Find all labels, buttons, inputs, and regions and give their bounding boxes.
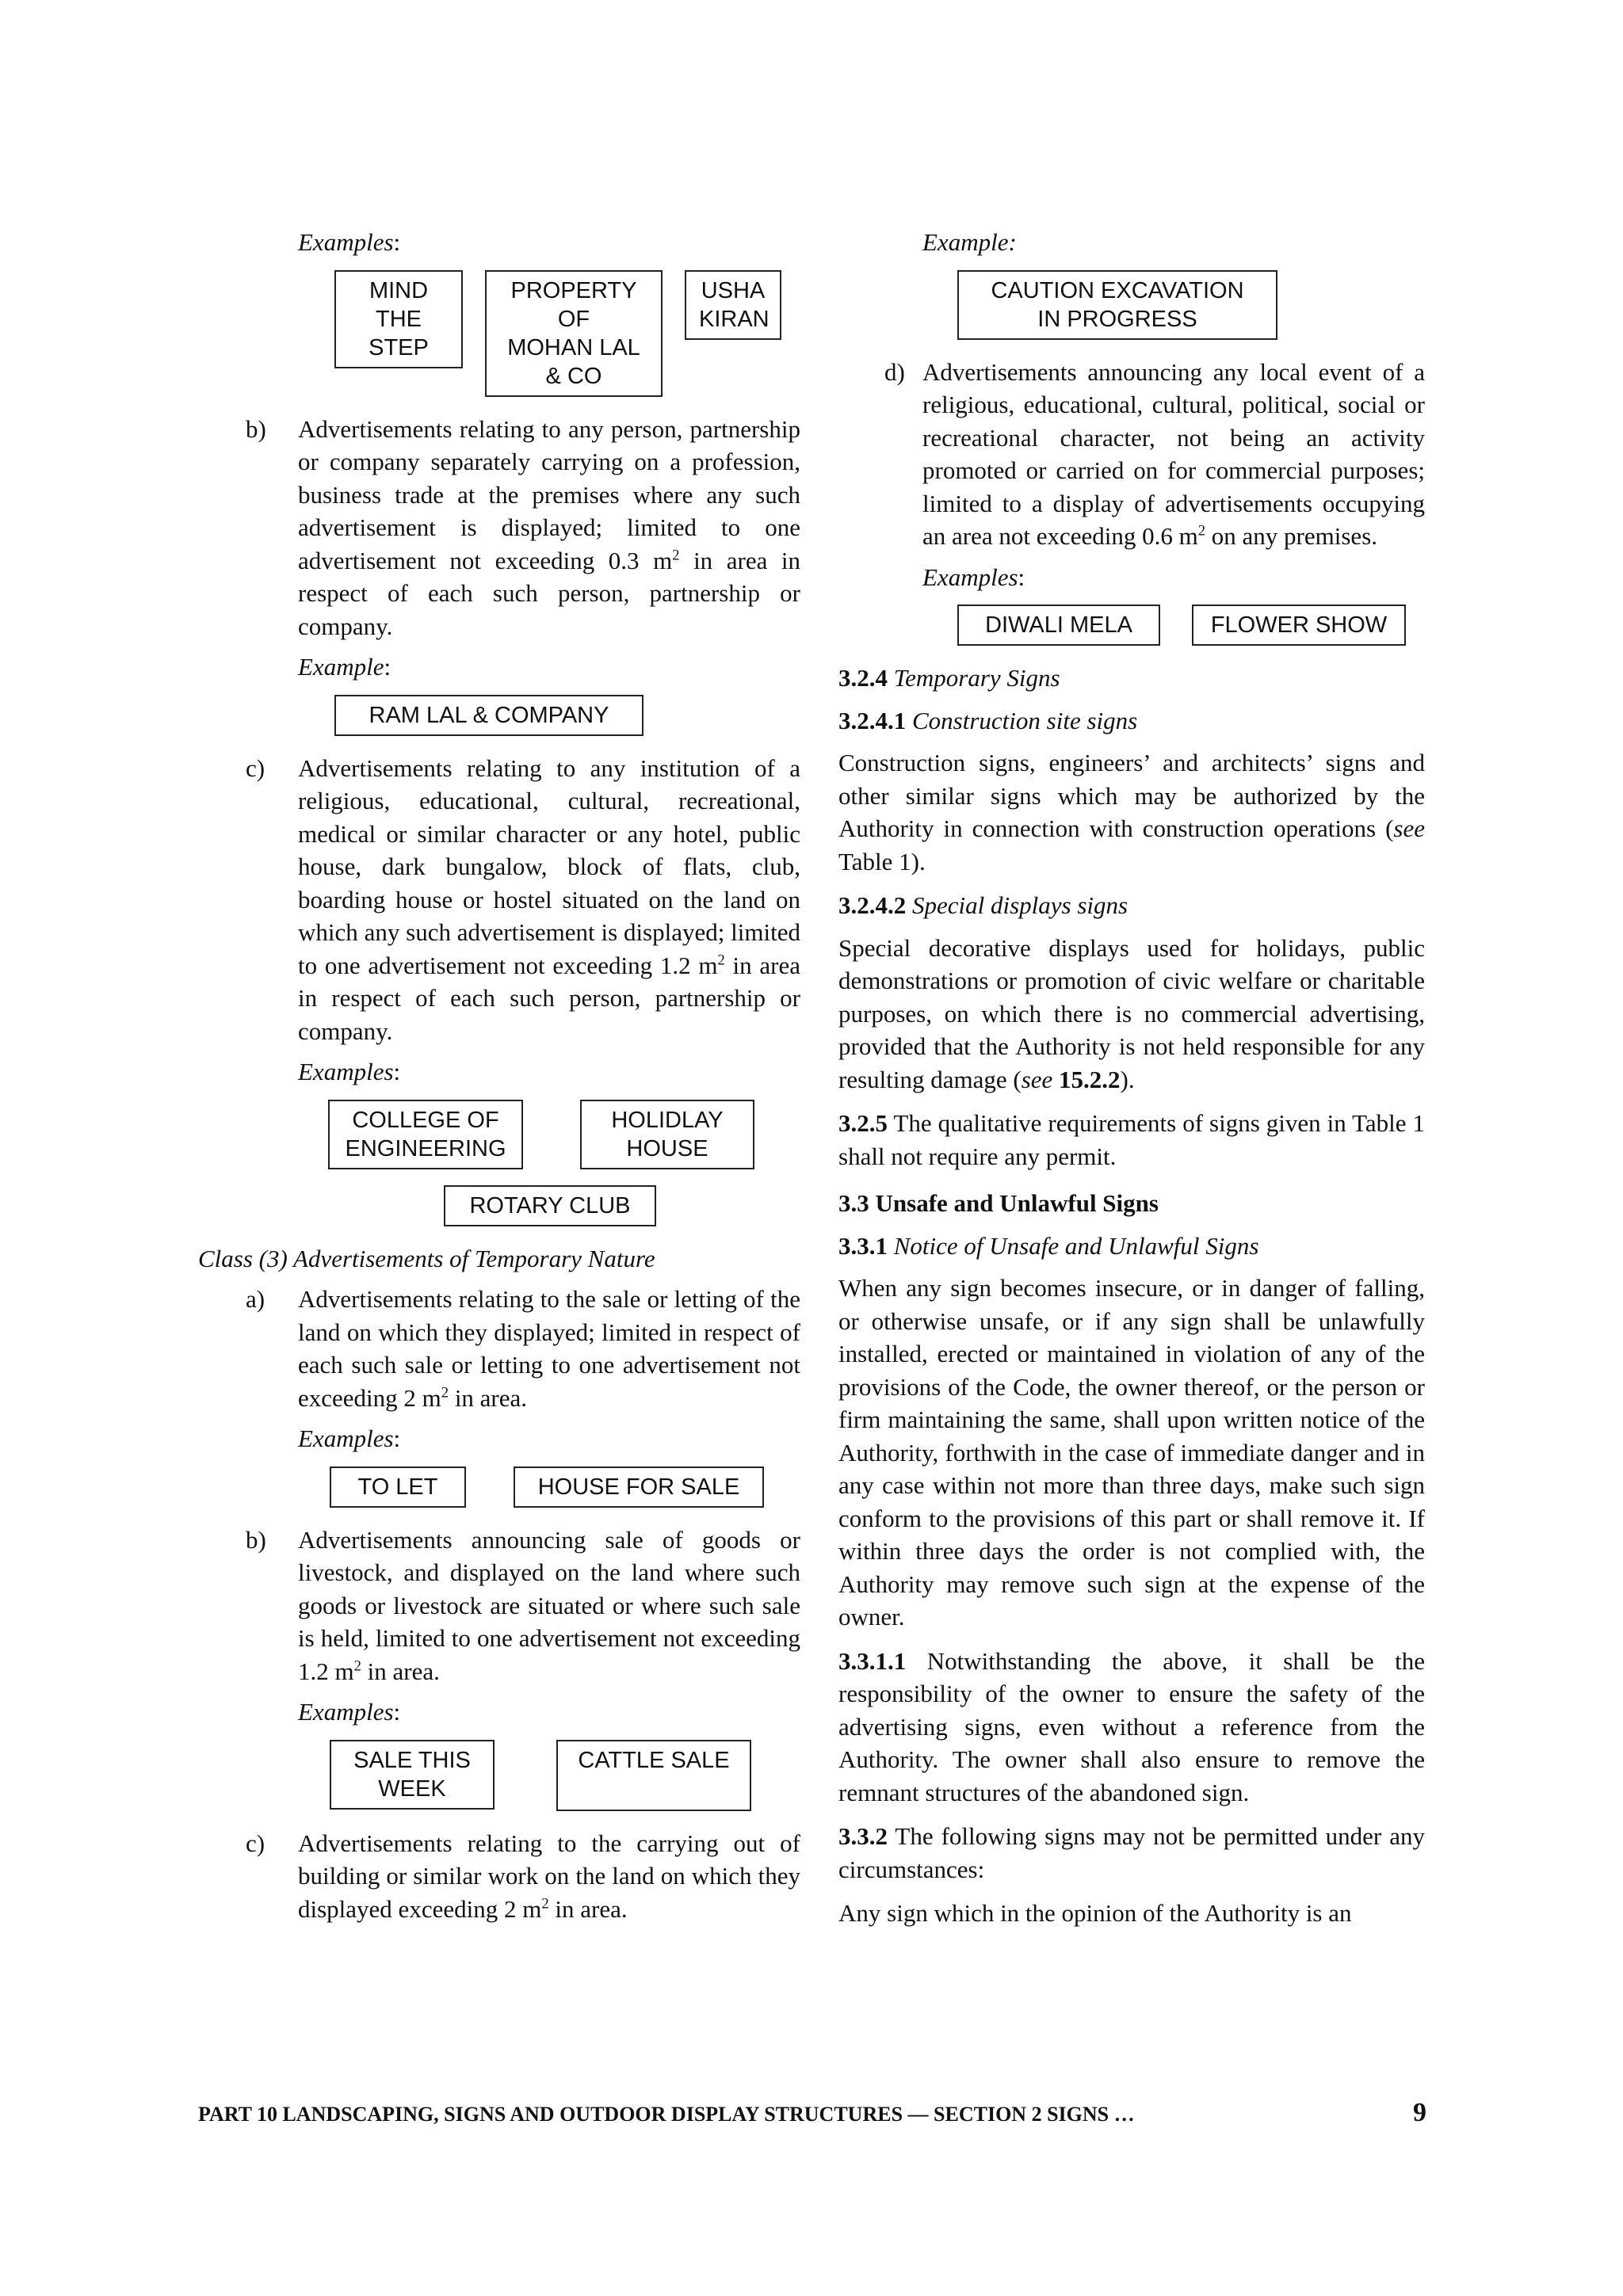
- section-3-3-1-text: When any sign becomes insecure, or in danger of falling, or otherwise unsafe, or if any sign shall be unlawfully installed, erected or maintained in violation of any of the provisions of the Code, the owner thereof, or the person or firm maintaining the same, shall upon written notice of the Authority, forthwith in the case of immediate danger and in any case within not more than three days, make such sign conform to the provisions of this part or shall remove it. If within three days the order is not complied with, the Authority may remove such sign at the expense of the owner.: [838, 1274, 1425, 1630]
- sign-row: [330, 1466, 800, 1508]
- section-3-2-4-2-heading: 3.2.4.2 Special displays signs: [838, 891, 1128, 919]
- section-3-2-5-text: 3.2.5 The qualitative requirements of signs given in Table 1 shall not require any permit.: [838, 1109, 1425, 1170]
- sign-rotary-club: ROTARY CLUB: [444, 1185, 656, 1226]
- sign-ram-lal-company: RAM LAL & COMPANY: [334, 695, 643, 736]
- list-item-3c: c) Advertisements relating to the carrying out of building or similar work on the land on which they displayed exceeding 2 $m^2$ in area.: [246, 1829, 800, 1923]
- sign-mind-the-step: MIND THE STEP: [334, 270, 463, 368]
- closing-text: Any sign which in the opinion of the Authority is an: [838, 1899, 1352, 1927]
- sign-flower-show: FLOWER SHOW: [1192, 605, 1406, 646]
- examples-label: Examples:: [298, 1698, 401, 1726]
- page-number: 9: [1413, 2098, 1426, 2127]
- sign-caution-excavation: CAUTION EXCAVATION IN PROGRESS: [957, 270, 1277, 340]
- sign-college-of-engineering: COLLEGE OF ENGINEERING: [328, 1100, 523, 1169]
- sign-diwali-mela: DIWALI MELA: [957, 605, 1160, 646]
- sign-row: [957, 605, 1425, 646]
- list-item-d: d) Advertisements announcing any local event of a religious, educational, cultural, political, social or recreational character, not being an activity promoted or carried on for commercial purposes; limited to a display of advertisements occupying an area not exceeding 0.6 $m^2$ on any premises.: [884, 357, 1425, 550]
- section-3-3-1-heading: 3.3.1 Notice of Unsafe and Unlawful Signs: [838, 1231, 1259, 1260]
- right-column: [838, 226, 1425, 1941]
- sign-to-let: TO LET: [330, 1466, 466, 1508]
- example-label: Example:: [298, 653, 391, 681]
- section-3-2-4-1-text: Construction signs, engineers’ and architects’ signs and other similar signs which may be authorized by the Authority in connection with construction operations (see Table 1).: [838, 749, 1425, 875]
- left-column: [198, 226, 800, 1933]
- sign-row: [328, 1100, 800, 1169]
- sign-row: [330, 1740, 800, 1811]
- page-footer: [198, 2098, 1426, 2128]
- list-item-c: c) Advertisements relating to any institution of a religious, educational, cultural, recreational, medical or similar character or any hotel, public house, dark bungalow, block of flats, club, boarding house or hostel situated on the land on which any such advertisement is displayed; limited to one advertisement not exceeding 1.2 $m^2$ in area in respect of each such person, partnership or company.: [246, 753, 801, 1045]
- sign-house-for-sale: HOUSE FOR SALE: [514, 1466, 764, 1508]
- examples-label: Examples:: [922, 563, 1025, 591]
- section-3-2-4-2-text: Special decorative displays used for holidays, public demonstrations or promotion of civic welfare or charitable purposes, on which there is no commercial advertising, provided that the Authority is not held responsible for any resulting damage (see 15.2.2).: [838, 933, 1425, 1093]
- sign-property-of-mohan-lal: PROPERTY OF MOHAN LAL & CO: [485, 270, 663, 397]
- list-item-b: b) Advertisements relating to any person, partnership or company separately carrying on a profession, business trade at the premises where any such advertisement is displayed; limited to one advertisement not exceeding 0.3 $m^2$ in area in respect of each such person, partnership or company.: [246, 414, 800, 640]
- sign-cattle-sale: CATTLE SALE: [556, 1740, 751, 1811]
- example-label: Example:: [922, 228, 1017, 256]
- section-3-3-1-1-text: 3.3.1.1 Notwithstanding the above, it shall be the responsibility of the owner to ensure the safety of the advertising signs, even without a reference from the Authority. The owner shall also ensure to remove the remnant structures of the abandoned sign.: [838, 1646, 1426, 1806]
- list-item-3a: a) Advertisements relating to the sale or letting of the land on which they displayed; limited in respect of each such sale or letting to one advertisement not exceeding 2 $m^2$ in area.: [246, 1285, 800, 1412]
- section-3-3-2-text: 3.3.2 The following signs may not be permitted under any circumstances:: [838, 1822, 1425, 1883]
- running-title: PART 10 LANDSCAPING, SIGNS AND OUTDOOR DISPLAY STRUCTURES — SECTION 2 SIGNS …: [198, 2103, 1135, 2126]
- sign-row: [334, 695, 800, 736]
- sign-usha-kiran: USHA KIRAN: [685, 270, 781, 340]
- section-3-2-4-1-heading: 3.2.4.1 Construction site signs: [838, 706, 1138, 734]
- sign-row: [957, 270, 1425, 340]
- section-3-2-4-heading: 3.2.4 Temporary Signs: [838, 664, 1060, 692]
- class3-heading: Class (3) Advertisements of Temporary Nature: [198, 1244, 655, 1272]
- list-item-3b: b) Advertisements announcing sale of goods or livestock, and displayed on the land where such goods or livestock are situated or where such sale is held, limited to one advertisement not exceeding 1.2 $m^2$ in area.: [246, 1525, 800, 1685]
- examples-label: Examples:: [298, 228, 401, 256]
- sign-holidlay-house: HOLIDLAY HOUSE: [580, 1100, 754, 1169]
- sign-sale-this-week: SALE THIS WEEK: [330, 1740, 495, 1810]
- sign-row: [334, 270, 800, 397]
- examples-label: Examples:: [298, 1425, 401, 1452]
- section-3-3-heading: 3.3 Unsafe and Unlawful Signs: [838, 1189, 1159, 1217]
- examples-label: Examples:: [298, 1058, 401, 1085]
- sign-row: [444, 1185, 800, 1226]
